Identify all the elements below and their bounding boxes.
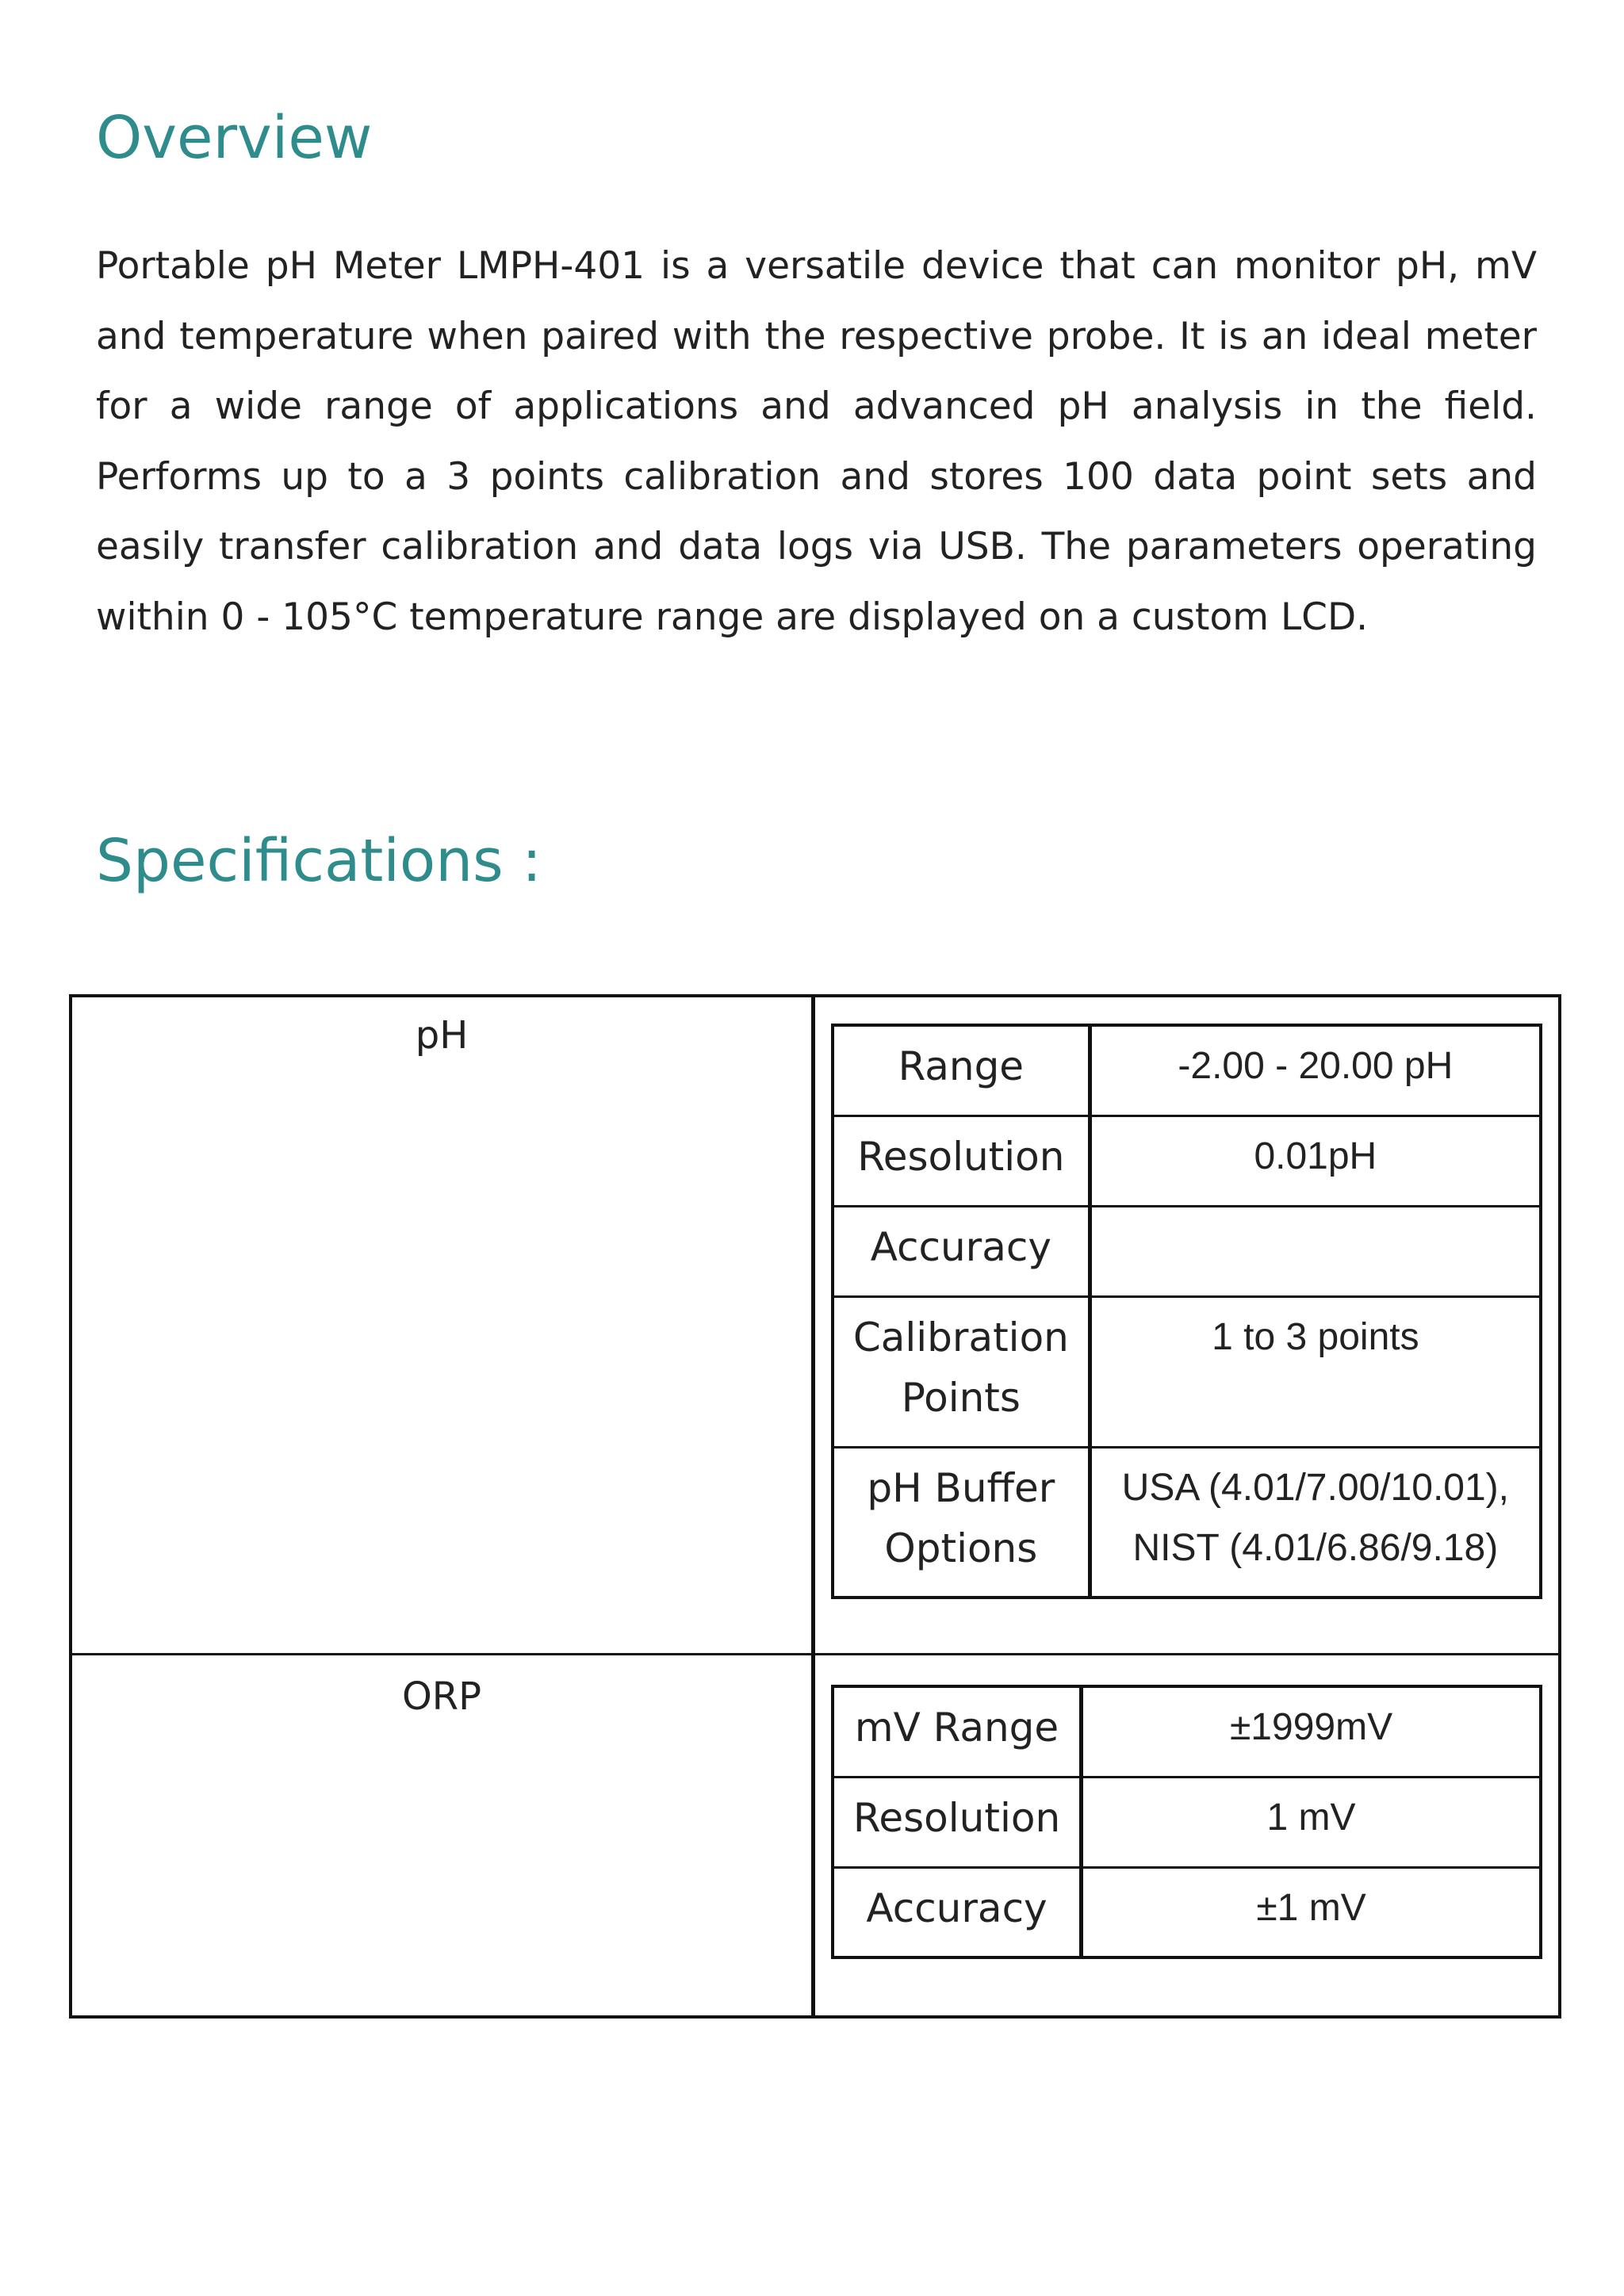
- spec-name: Accuracy: [833, 1206, 1090, 1296]
- spec-name: pH Buffer Options: [833, 1447, 1090, 1598]
- spec-name: Calibration Points: [833, 1296, 1090, 1447]
- specifications-heading: Specifications :: [96, 827, 542, 895]
- table-column-divider: [811, 994, 815, 2019]
- overview-heading: Overview: [96, 104, 373, 172]
- spec-name: mV Range: [833, 1686, 1082, 1777]
- table-row: [833, 1025, 1541, 1115]
- table-row: [833, 1206, 1541, 1296]
- spec-name: Range: [833, 1025, 1090, 1115]
- spec-value: ±1999mV: [1082, 1686, 1541, 1777]
- spec-value: [1090, 1206, 1541, 1296]
- table-row-divider: [69, 1653, 1561, 1655]
- spec-name: Resolution: [833, 1777, 1082, 1867]
- spec-value: 0.01pH: [1090, 1115, 1541, 1206]
- table-row: [833, 1867, 1541, 1957]
- spec-name: Resolution: [833, 1115, 1090, 1206]
- orp-spec-table: [831, 1685, 1542, 1959]
- table-row: [833, 1296, 1541, 1447]
- spec-value: -2.00 - 20.00 pH: [1090, 1025, 1541, 1115]
- spec-name: Accuracy: [833, 1867, 1082, 1957]
- table-row: [833, 1686, 1541, 1777]
- overview-paragraph: Portable pH Meter LMPH-401 is a versatile device that can monitor pH, mV and temperature when paired with the respective probe. It is an ideal meter for a wide range of applications and advanced pH analysis in the field. Performs up to a 3 points calibration and stores 100 data point sets and easily transfer calibration and data logs via USB. The parameters operating within 0 - 105°C temperature range are displayed on a custom LCD.: [96, 244, 1537, 639]
- orp-parameter-label: ORP: [401, 1674, 482, 1719]
- table-row: [833, 1447, 1541, 1598]
- spec-value: ±1 mV: [1082, 1867, 1541, 1957]
- spec-value: 1 mV: [1082, 1777, 1541, 1867]
- ph-spec-table: [831, 1024, 1542, 1599]
- table-row: [833, 1777, 1541, 1867]
- spec-value: 1 to 3 points: [1090, 1296, 1541, 1447]
- table-row: [833, 1115, 1541, 1206]
- spec-value: USA (4.01/7.00/10.01), NIST (4.01/6.86/9.18): [1090, 1447, 1541, 1598]
- ph-parameter-label: pH: [415, 1013, 469, 1058]
